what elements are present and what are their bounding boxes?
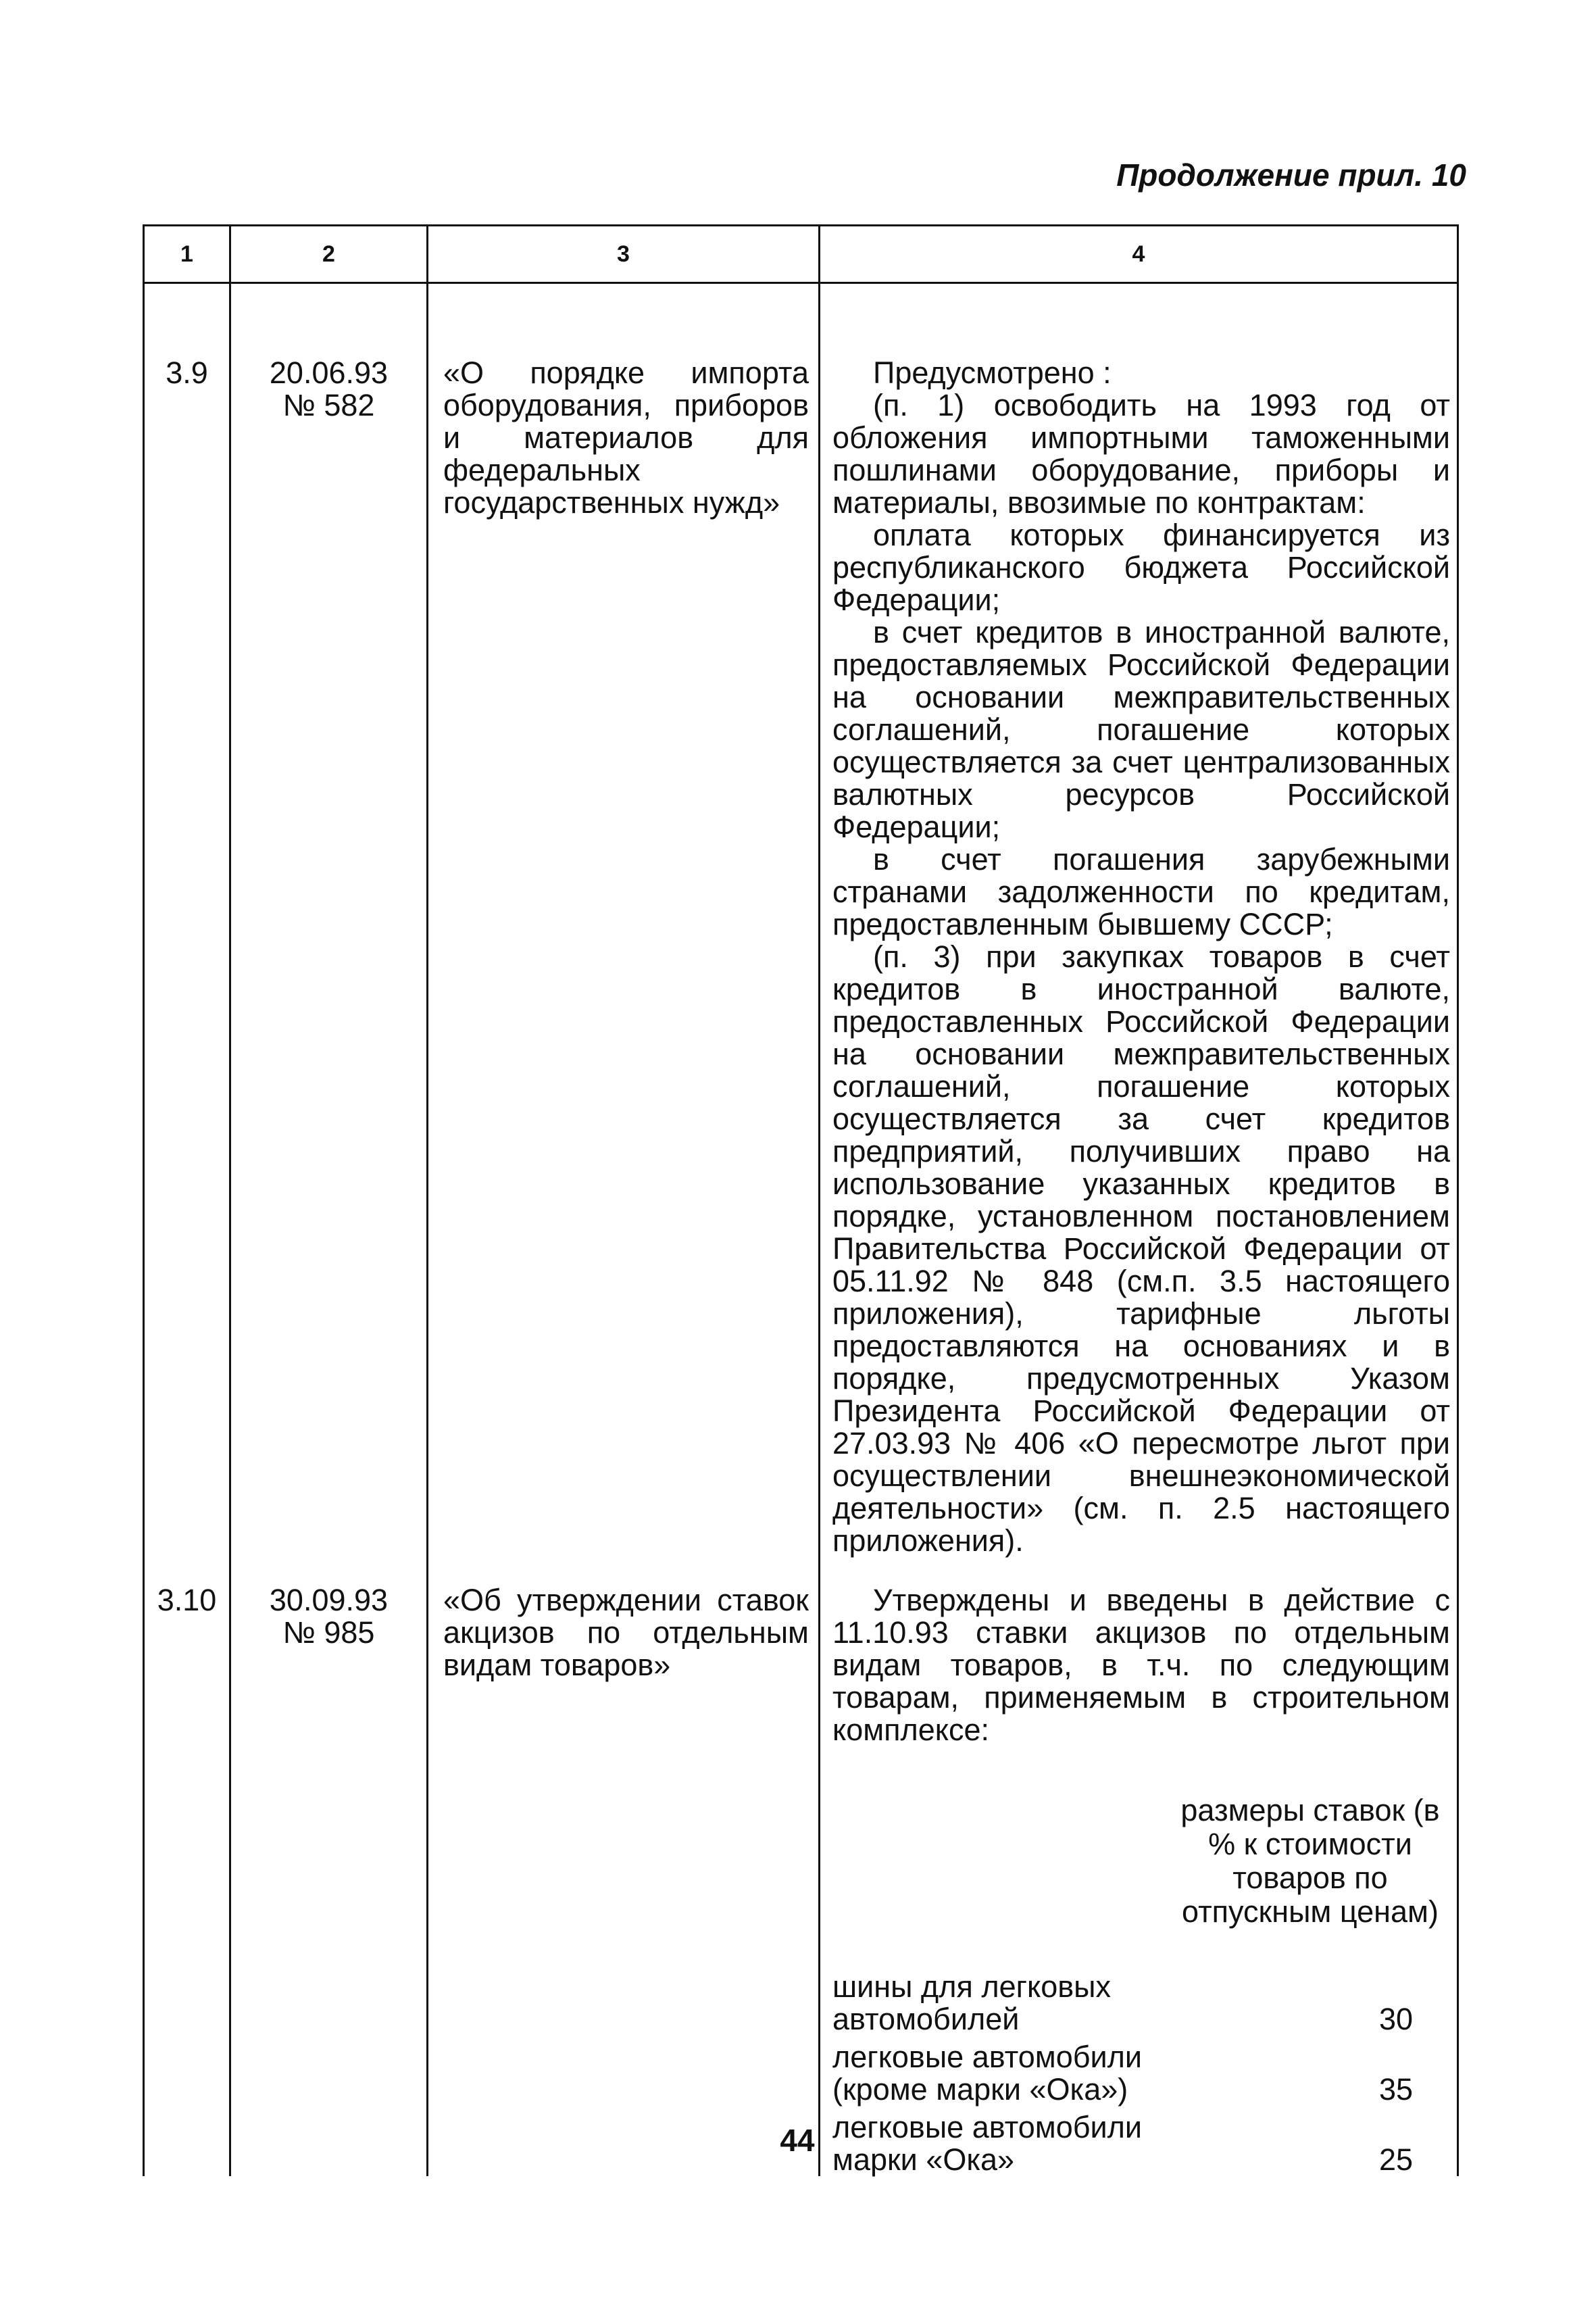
row-number: 3.10 [144, 1557, 230, 2176]
row-title: «О порядке импорта оборудования, приборов и материалов для федеральных государственных нужд» [428, 283, 820, 1558]
rate-row [832, 2111, 1450, 2176]
appendix-table [143, 224, 1459, 2176]
row-doc-number: № 582 [282, 388, 375, 422]
row-title: «Об утверждении ставок акцизов по отдельным видам товаров» [428, 1557, 820, 2176]
row-doc-number: № 985 [282, 1615, 375, 1650]
column-number-row [144, 226, 1458, 283]
rate-value: 25 [1378, 2142, 1414, 2177]
table-row-3-9 [144, 283, 1458, 1558]
continuation-heading: Продолжение прил. 10 [1116, 157, 1466, 193]
column-header-3: 3 [428, 226, 820, 283]
row-content [820, 1557, 1458, 2176]
column-header-4: 4 [820, 226, 1458, 283]
content-paragraph: (п. 3) при закупках товаров в счет кредитов в иностранной валюте, предоставленных Российской Федерации на основании межправительственных соглашений, погашение которых осуществляется за счет кредитов предприятий, получивших право на использование указанных кредитов в порядке, установленном постановлением Правительства Российской Федерации от 05.11.92 № 848 (см.п. 3.5 настоящего приложения), тарифные льготы предоставляются на основаниях и в порядке, предусмотренных Указом Президента Российской Федерации от 27.03.93 № 406 «О пересмотре льгот при осуществлении внешнеэкономической деятельности» (см. п. 2.5 настоящего приложения). [832, 939, 1450, 1558]
rate-value: 30 [1378, 2002, 1414, 2036]
column-header-2: 2 [230, 226, 428, 283]
content-paragraph: в счет погашения зарубежными странами задолженности по кредитам, предоставленным бывшему СССР; [832, 842, 1450, 941]
rate-row [832, 2041, 1450, 2106]
rate-row [832, 1971, 1450, 2036]
rate-value: 35 [1378, 2072, 1414, 2107]
rate-item: легковые автомобили марки «Ока» [832, 2110, 1143, 2177]
content-paragraph: Утверждены и введены в действие с 11.10.93 ставки акцизов по отдельным видам товаров, в т.ч. по следующим товарам, применяемым в строительном комплексе: [832, 1583, 1450, 1747]
rate-item: легковые автомобили (кроме марки «Ока») [832, 2040, 1143, 2107]
content-paragraph: оплата которых финансируется из республиканского бюджета Российской Федерации; [832, 518, 1450, 617]
row-content [820, 283, 1458, 1558]
content-paragraph: в счет кредитов в иностранной валюте, предоставляемых Российской Федерации на основании межправительственных соглашений, погашение которых осуществляется за счет централизованных валютных ресурсов Российской Федерации; [832, 615, 1450, 844]
row-number: 3.9 [144, 283, 230, 1558]
content-paragraph: (п. 1) освободить на 1993 год от обложения импортными таможенными пошлинами оборудование, приборы и материалы, ввозимые по контрактам: [832, 388, 1450, 520]
column-header-1: 1 [144, 226, 230, 283]
table-row-3-10 [144, 1557, 1458, 2176]
rates-list [832, 1971, 1450, 2176]
page-number: 44 [780, 2123, 815, 2158]
content-paragraph: Предусмотрено : [873, 355, 1112, 390]
row-date: 20.06.93 [269, 355, 389, 390]
row-date: 30.09.93 [269, 1583, 389, 1617]
rates-header: размеры ставок (в % к стоимости товаров по отпускным ценам) [1180, 1793, 1440, 1929]
row-date-cell [230, 283, 428, 1558]
rate-item: шины для легковых автомобилей [832, 1969, 1111, 2036]
row-date-cell [230, 1557, 428, 2176]
